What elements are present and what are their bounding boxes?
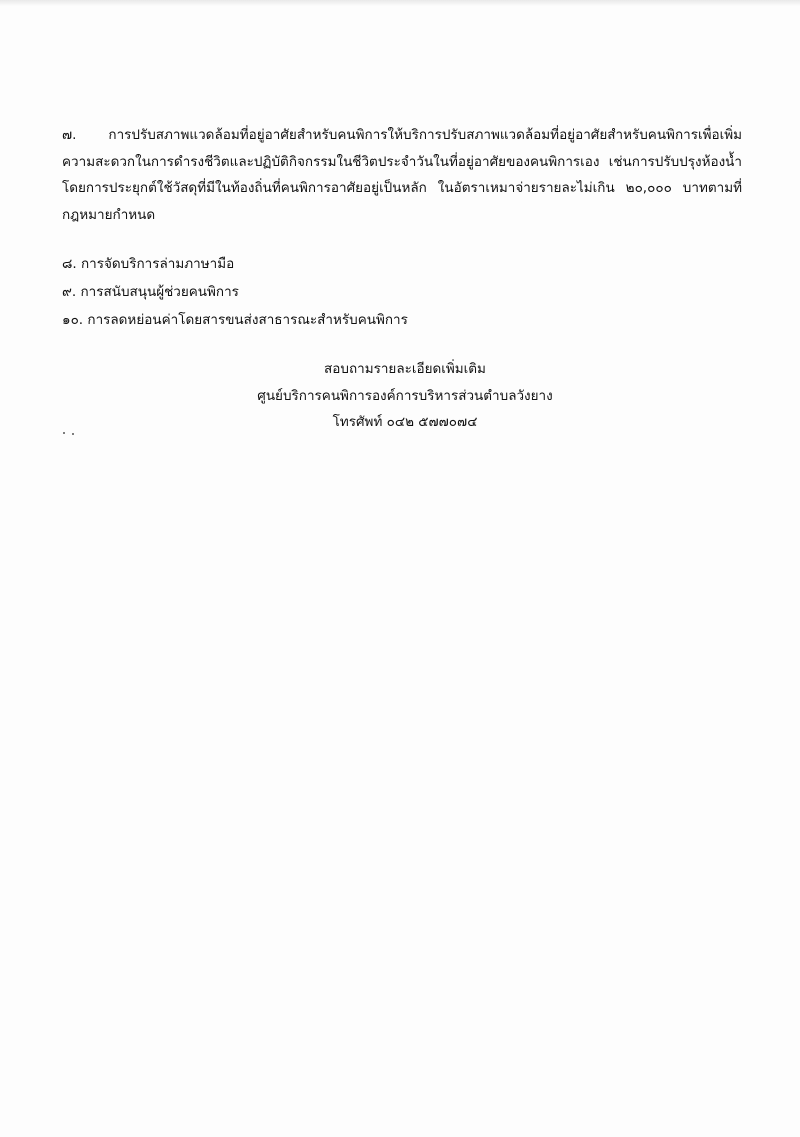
scan-edge-shadow <box>0 0 800 6</box>
contact-phone: โทรศัพท์ ๐๔๒ ๕๗๗๐๗๔ <box>332 414 478 430</box>
contact-block <box>200 356 610 436</box>
scan-speck <box>63 432 77 436</box>
paragraph-item-7: ๗. การปรับสภาพแวดล้อมที่อยู่อาศัยสำหรับคนพิการให้บริการปรับสภาพแวดล้อมที่อยู่อาศัยสำหรับคนพิการเพื่อเพิ่มความสะดวกในการดำรงชีวิตและปฏิบัติกิจกรรมในชีวิตประจำวันในที่อยู่อาศัยของคนพิการเอง เช่นการปรับปรุงห้องน้ำ โดยการประยุกต์ใช้วัสดุที่มีในท้องถิ่นที่คนพิการอาศัยอยู่เป็นหลัก ในอัตราเหมาจ่ายรายละไม่เกิน ๒๐,๐๐๐ บาทตามที่กฎหมายกำหนด <box>62 127 742 223</box>
contact-organization: ศูนย์บริการคนพิการองค์การบริหารส่วนตำบลวังยาง <box>257 387 553 404</box>
list-item-8: ๘. การจัดบริการล่ามภาษามือ <box>62 256 235 272</box>
list-item-9: ๙. การสนับสนุนผู้ช่วยคนพิการ <box>62 284 239 300</box>
list-item-10: ๑๐. การลดหย่อนค่าโดยสารขนส่งสาธารณะสำหรับคนพิการ <box>62 312 408 328</box>
service-list <box>62 250 662 334</box>
contact-heading: สอบถามรายละเอียดเพิ่มเติม <box>324 361 486 377</box>
